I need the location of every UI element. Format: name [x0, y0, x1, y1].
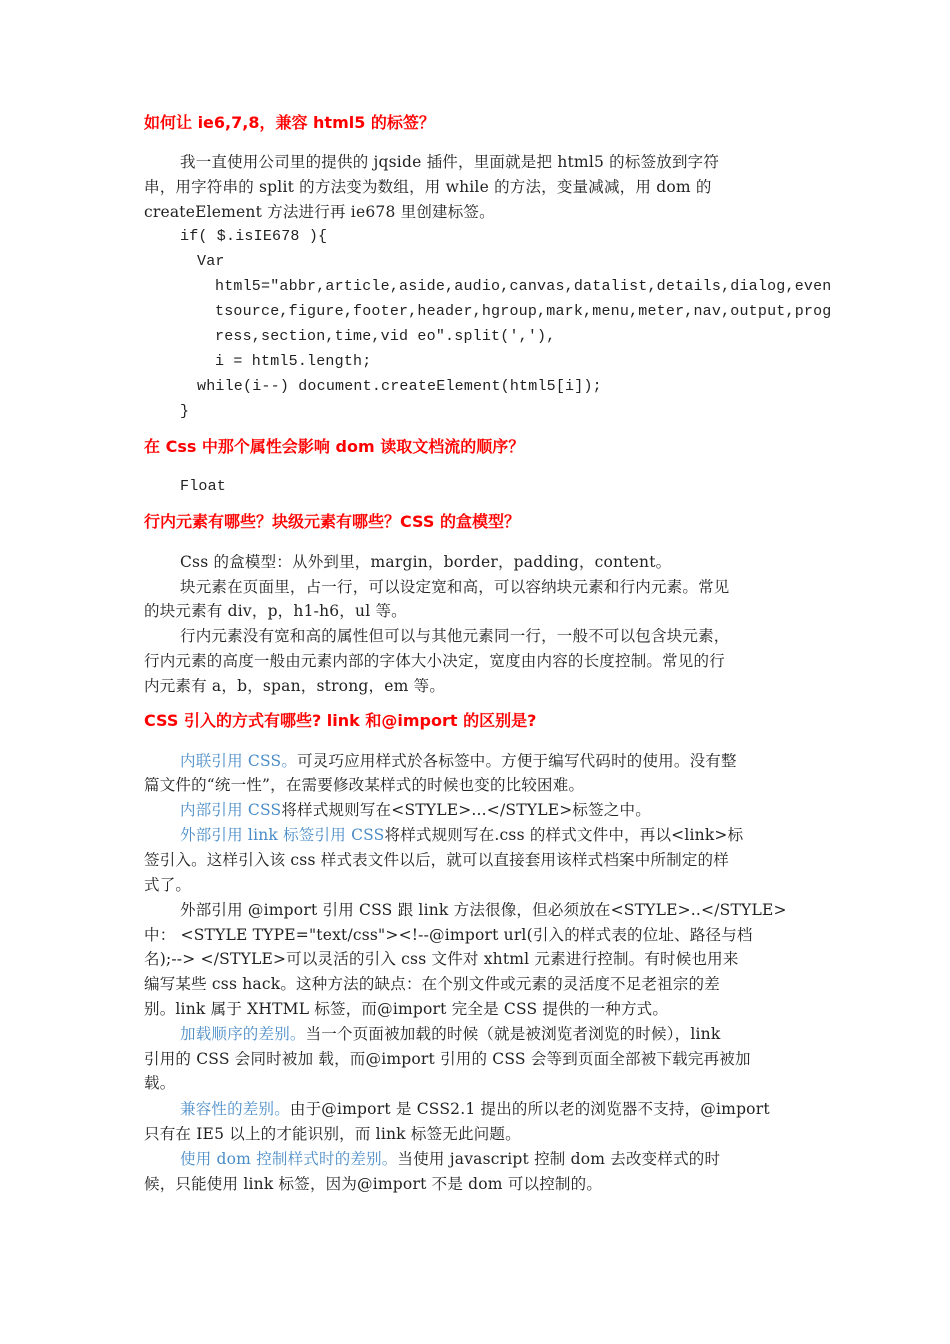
internal-css-label: 内部引用 CSS [180, 801, 282, 819]
code-line: tsource,figure,footer,header,hgroup,mark,menu,meter,nav,output,prog [215, 303, 832, 320]
code-line: html5="abbr,article,aside,audio,canvas,datalist,details,dialog,even [215, 278, 832, 295]
heading-html5-compat: 如何让 ie6,7,8，兼容 html5 的标签？ [144, 113, 435, 132]
paragraph-line: 块元素在页面里，占一行，可以设定宽和高，可以容纳块元素和行内元素。常见 [180, 578, 730, 596]
heading-css-import: CSS 引入的方式有哪些? link 和@import 的区别是? [144, 711, 537, 730]
paragraph-line: Float [180, 478, 227, 495]
paragraph-line: 行内元素没有宽和高的属性但可以与其他元素同一行，一般不可以包含块元素， [180, 627, 730, 645]
external-link-label: 外部引用 link 标签引用 CSS [180, 826, 385, 844]
paragraph-line: 串，用字符串的 split 的方法变为数组，用 while 的方法，变量减减，用 dom 的 [144, 178, 712, 196]
paragraph-line: 篇文件的“统一性”，在需要修改某样式的时候也变的比较困难。 [144, 776, 585, 794]
paragraph-line: 外部引用 link 标签引用 CSS将样式规则写在.css 的样式文件中，再以<link>标 [180, 826, 744, 844]
heading-box-model: 行内元素有哪些？块级元素有哪些？CSS 的盒模型？ [144, 512, 520, 531]
heading-document-flow: 在 Css 中那个属性会影响 dom 读取文档流的顺序？ [144, 437, 525, 456]
code-line: i = html5.length; [215, 353, 372, 370]
paragraph-line: 编写某些 css hack。这种方法的缺点：在个别文件或元素的灵活度不足老祖宗的差 [144, 975, 720, 993]
paragraph-line: 名);--> </STYLE>可以灵活的引入 css 文件对 xhtml 元素进行控制。有时候也用来 [144, 950, 739, 968]
paragraph-line: 加载顺序的差别。当一个页面被加载的时候（就是被浏览者浏览的时候），link [180, 1025, 721, 1043]
paragraph-line: 行内元素的高度一般由元素内部的字体大小决定，宽度由内容的长度控制。常见的行 [144, 652, 725, 670]
code-line: Var [197, 253, 225, 270]
paragraph-line: 引用的 CSS 会同时被加 载，而@import 引用的 CSS 会等到页面全部被下载完再被加 [144, 1050, 751, 1068]
paragraph-line: 内部引用 CSS将样式规则写在<STYLE>...</STYLE>标签之中。 [180, 801, 651, 819]
paragraph-line: 兼容性的差别。由于@import 是 CSS2.1 提出的所以老的浏览器不支持，@import [180, 1100, 770, 1118]
code-line: if( $.isIE678 ){ [180, 228, 328, 245]
paragraph-line: 式了。 [144, 876, 192, 894]
paragraph-line: 中： <STYLE TYPE="text/css"><!--@import url(引入的样式表的位址、路径与档 [144, 926, 753, 944]
paragraph-line: 内联引用 CSS。可灵巧应用样式於各标签中。方便于编写代码时的使用。没有整 [180, 752, 737, 770]
paragraph-line: Css 的盒模型：从外到里，margin，border，padding，content。 [180, 553, 672, 571]
paragraph-line: 内元素有 a，b，span，strong，em 等。 [144, 677, 446, 695]
paragraph-line: 签引入。这样引入该 css 样式表文件以后，就可以直接套用该样式档案中所制定的样 [144, 851, 729, 869]
paragraph-line: 的块元素有 div，p，h1-h6，ul 等。 [144, 602, 407, 620]
paragraph-line: 使用 dom 控制样式时的差别。当使用 javascript 控制 dom 去改变样式的时 [180, 1150, 721, 1168]
compatibility-label: 兼容性的差别。 [180, 1100, 290, 1118]
load-order-label: 加载顺序的差别。 [180, 1025, 306, 1043]
paragraph-line: 我一直使用公司里的提供的 jqside 插件，里面就是把 html5 的标签放到字符 [180, 153, 720, 171]
paragraph-line: 载。 [144, 1074, 176, 1092]
dom-control-label: 使用 dom 控制样式时的差别。 [180, 1150, 398, 1168]
code-line: ress,section,time,vid eo".split(','), [215, 328, 556, 345]
paragraph-line: 外部引用 @import 引用 CSS 跟 link 方法很像，但必须放在<STYLE>..</STYLE> [180, 901, 787, 919]
inline-css-label: 内联引用 CSS。 [180, 752, 298, 770]
paragraph-line: 候，只能使用 link 标签，因为@import 不是 dom 可以控制的。 [144, 1175, 603, 1193]
paragraph-line: 只有在 IE5 以上的才能识别，而 link 标签无此问题。 [144, 1125, 521, 1143]
paragraph-line: createElement 方法进行再 ie678 里创建标签。 [144, 203, 495, 221]
paragraph-line: 别。link 属于 XHTML 标签，而@import 完全是 CSS 提供的一种方式。 [144, 1000, 669, 1018]
code-line: while(i--) document.createElement(html5[i]); [197, 378, 602, 395]
code-line: } [180, 403, 190, 420]
